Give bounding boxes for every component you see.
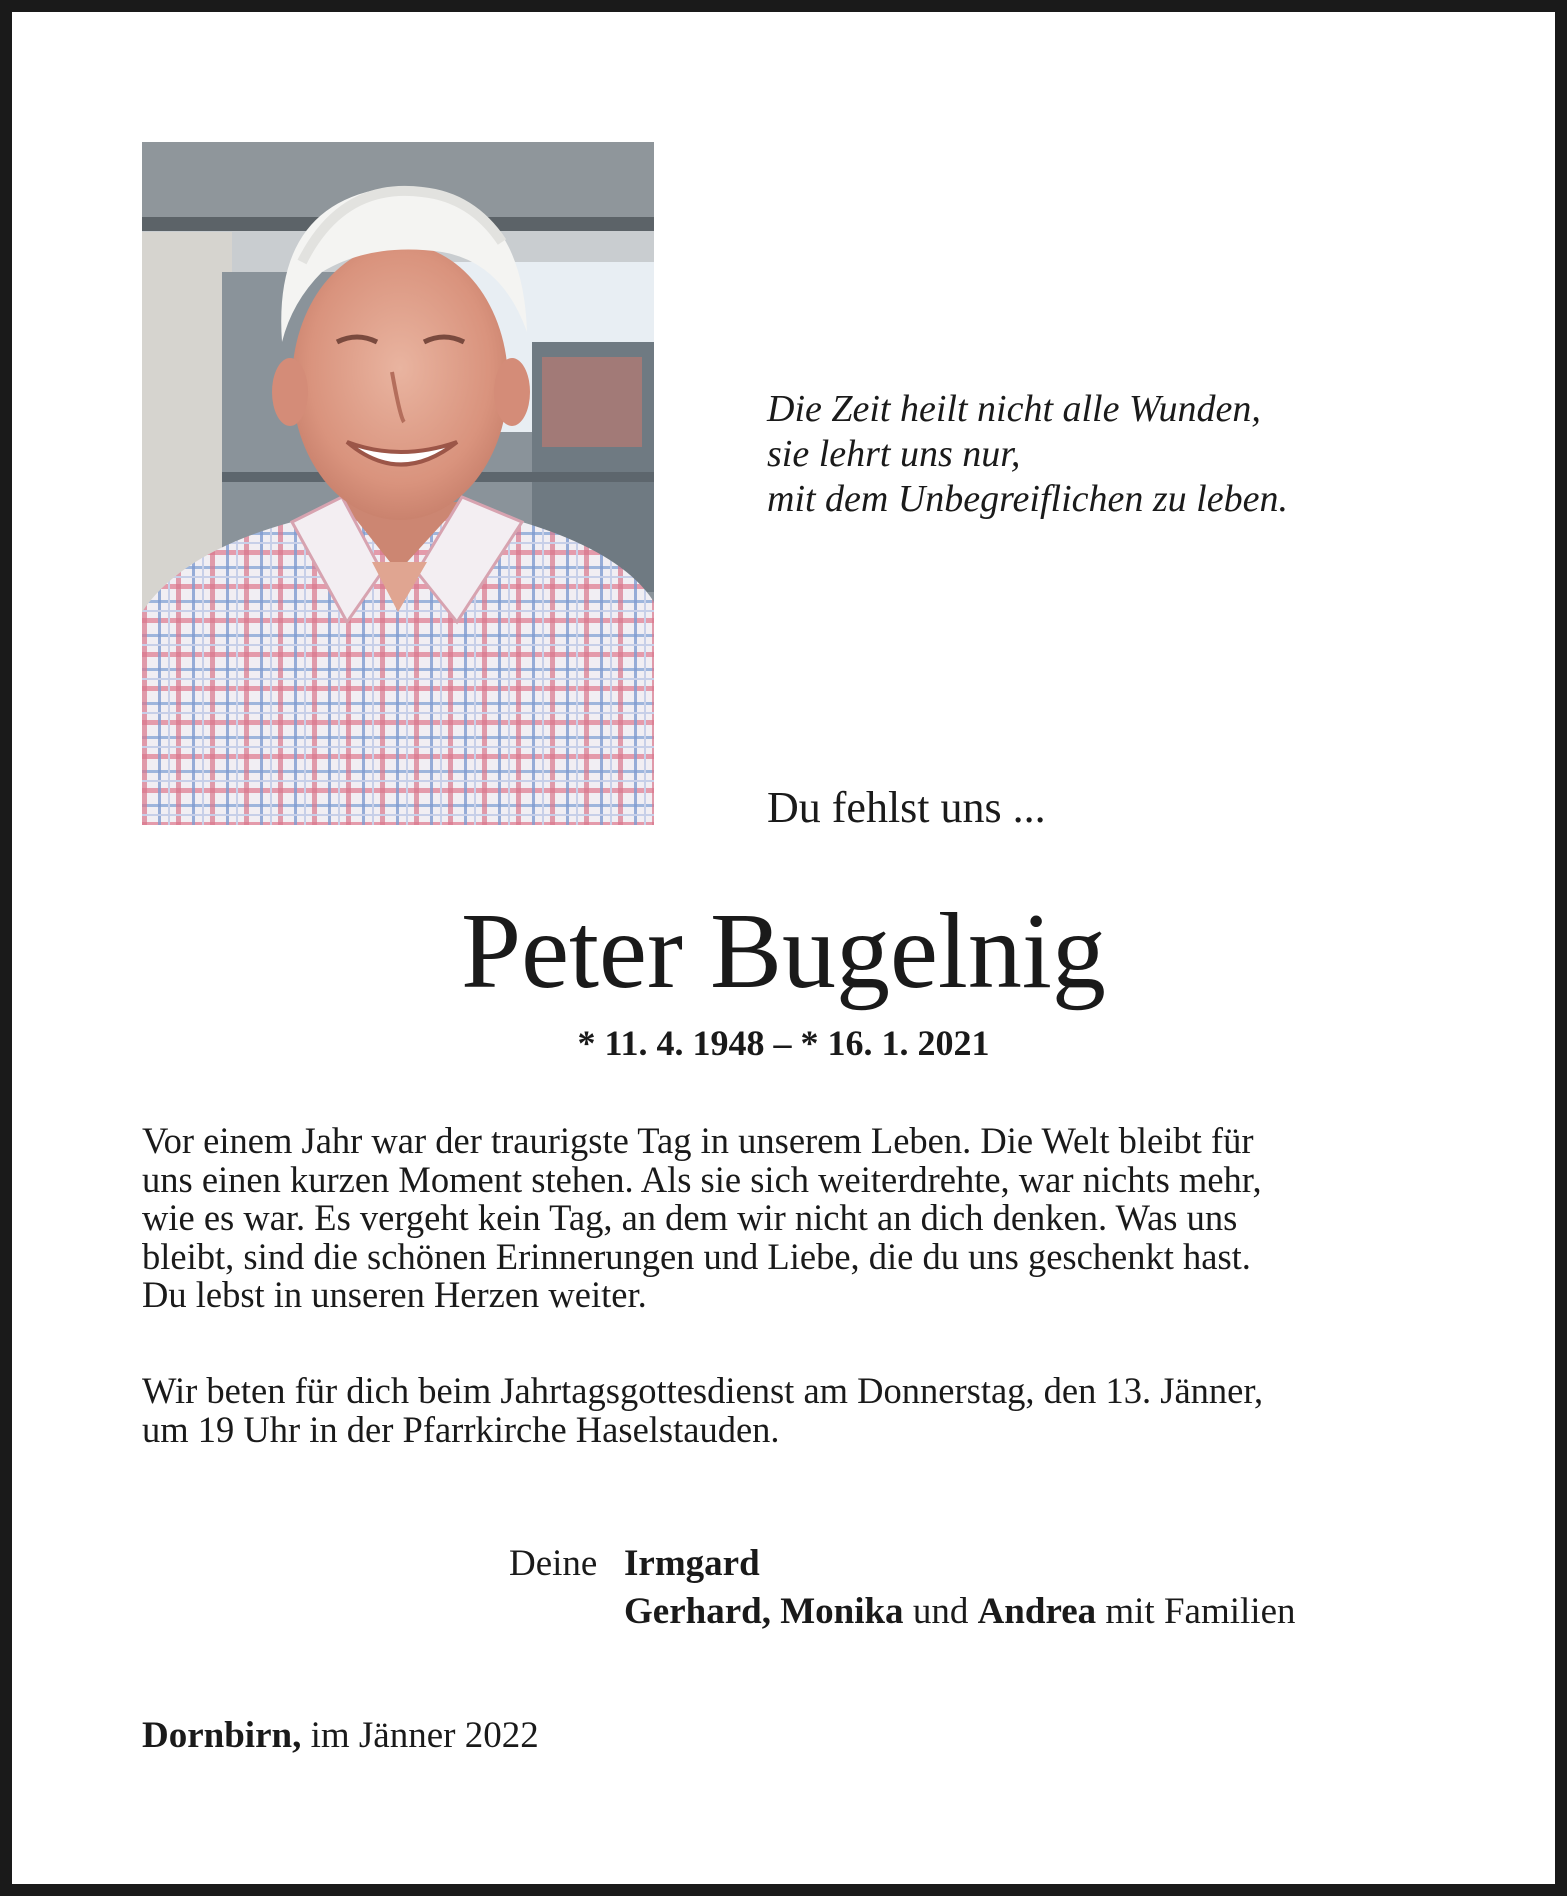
signature-row [509, 1540, 1296, 1588]
paragraph-line: Wir beten für dich beim Jahrtagsgottesdienst am Donnerstag, den 13. Jänner, [142, 1370, 1264, 1411]
signature-prefix: Deine [509, 1543, 598, 1584]
signature-name: Irmgard [624, 1543, 760, 1584]
signature-row [509, 1588, 1296, 1636]
life-dates: * 11. 4. 1948 – * 16. 1. 2021 [577, 1023, 990, 1063]
intro-text: Du fehlst uns ... [767, 783, 1046, 832]
quote-line: mit dem Unbegreiflichen zu leben. [767, 478, 1288, 520]
signature-name: Gerhard, Monika [624, 1591, 904, 1632]
paragraph-line: uns einen kurzen Moment stehen. Als sie sich weiterdrehte, war nichts mehr, [142, 1158, 1262, 1200]
place-month: im Jänner 2022 [310, 1715, 539, 1756]
paragraph-line: um 19 Uhr in der Pfarrkirche Haselstauden. [142, 1408, 780, 1450]
family-signature [509, 1540, 1296, 1636]
memorial-quote [767, 387, 1288, 522]
portrait-photo [142, 142, 654, 825]
deceased-name: Peter Bugelnig [461, 892, 1106, 1011]
place-date [142, 1714, 539, 1757]
place-city: Dornbirn, [142, 1715, 302, 1756]
service-paragraph [142, 1372, 1462, 1449]
quote-line: Die Zeit heilt nicht alle Wunden, [767, 388, 1261, 430]
quote-line: sie lehrt uns nur, [767, 433, 1021, 475]
paragraph-line: Du lebst in unseren Herzen weiter. [142, 1274, 647, 1315]
signature-name: Andrea [977, 1591, 1097, 1632]
paragraph-line: wie es war. Es vergeht kein Tag, an dem wir nicht an dich denken. Was uns [142, 1197, 1238, 1238]
paragraph-line: bleibt, sind die schönen Erinnerungen und Liebe, die du uns geschenkt hast. [142, 1235, 1251, 1277]
paragraph-line: Vor einem Jahr war der traurigste Tag in unserem Leben. Die Welt bleibt für [142, 1120, 1254, 1161]
remembrance-paragraph [142, 1122, 1462, 1315]
signature-connector: und [912, 1591, 969, 1632]
signature-suffix: mit Familien [1105, 1591, 1296, 1632]
